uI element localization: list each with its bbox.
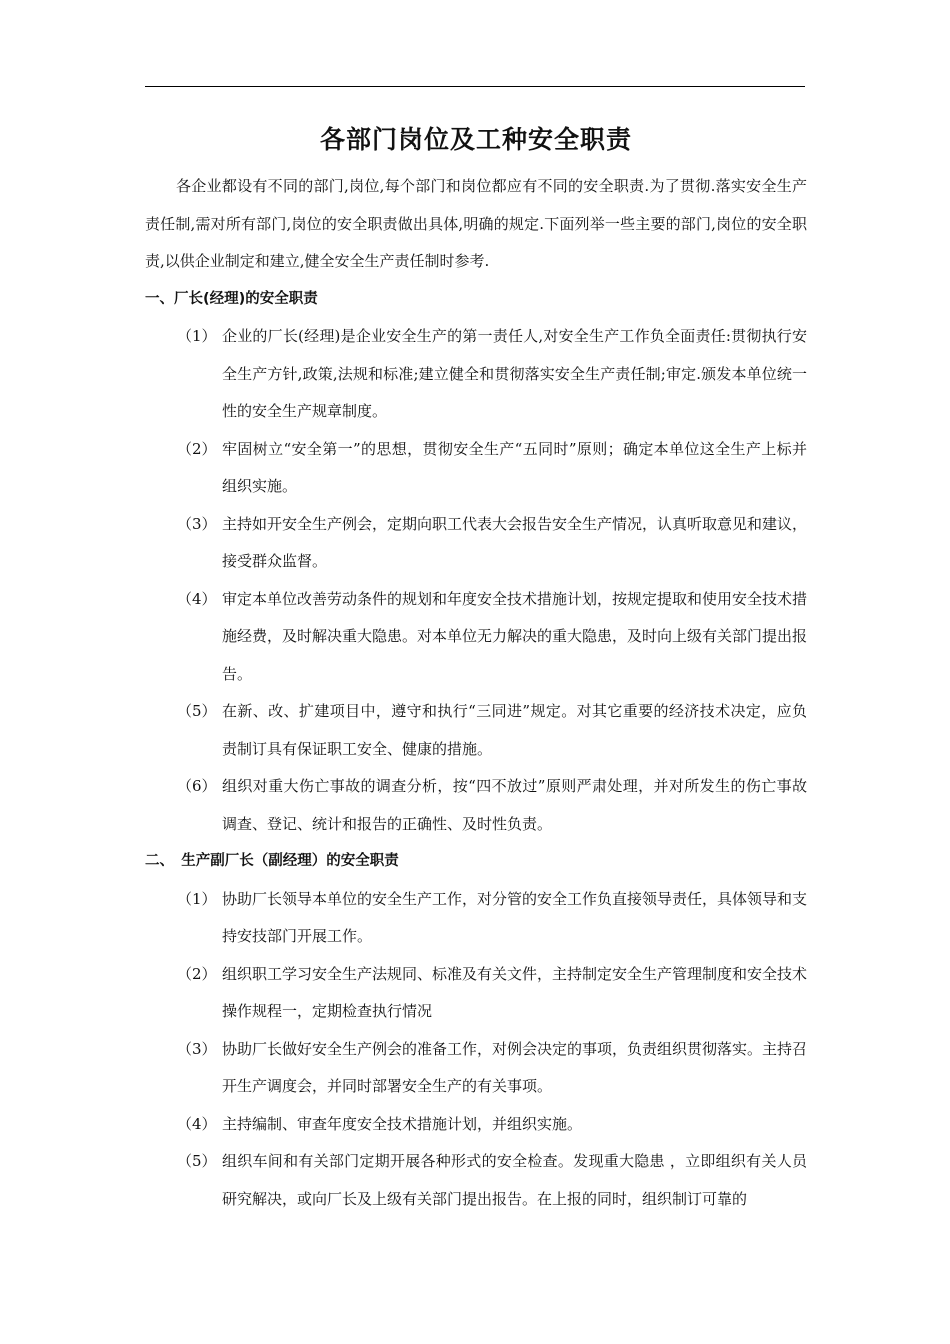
- item-number: （4）: [177, 589, 217, 608]
- item-number: （3）: [177, 514, 217, 533]
- list-item: [145, 956, 807, 1031]
- item-number: （4）: [177, 1114, 217, 1133]
- header-rule: [145, 86, 805, 87]
- list-item: [145, 1143, 807, 1218]
- item-number: （2）: [177, 964, 217, 983]
- list-item: [145, 506, 807, 581]
- intro-paragraph: 各企业都设有不同的部门,岗位,每个部门和岗位都应有不同的安全职责.为了贯彻.落实安全生产责任制,需对所有部门,岗位的安全职责做出具体,明确的规定.下面列举一些主要的部门,岗位的安全职责,以供企业制定和建立,健全安全生产责任制时参考.: [145, 177, 807, 270]
- item-text: 牢固树立“安全第一”的思想，贯彻安全生产“五同时”原则；确定本单位这全生产上标并组织实施。: [222, 439, 807, 495]
- list-item: [145, 318, 807, 431]
- item-text: 主持如开安全生产例会，定期向职工代表大会报告安全生产情况，认真听取意见和建议，接受群众监督。: [222, 514, 808, 570]
- page-title: 各部门岗位及工种安全职责: [319, 125, 632, 154]
- list-item: [145, 1106, 807, 1144]
- item-number: （5）: [177, 1152, 217, 1170]
- item-number: （2）: [177, 439, 217, 458]
- list-item: [145, 693, 807, 768]
- list-item: [145, 1031, 807, 1106]
- item-text: 组织职工学习安全生产法规同、标准及有关文件，主持制定安全生产管理制度和安全技术操作规程一，定期检查执行情况: [222, 964, 808, 1020]
- item-number: （1）: [177, 327, 217, 345]
- document-page: [145, 122, 807, 1218]
- item-text: 组织对重大伤亡事故的调查分析，按“四不放过”原则严肃处理，并对所发生的伤亡事故调查、登记、统计和报告的正确性、及时性负责。: [222, 777, 807, 833]
- section-2: [145, 843, 807, 1218]
- item-text: 组织车间和有关部门定期开展各种形式的安全检查。发现重大隐患 ，立即组织有关人员研究解决，或向厂长及上级有关部门提出报告。在上报的同时，组织制订可靠的: [222, 1152, 807, 1208]
- item-text: 主持编制、审查年度安全技术措施计划，并组织实施。: [222, 1114, 583, 1133]
- list-item: [145, 881, 807, 956]
- list-item: [145, 431, 807, 506]
- item-text: 协助厂长领导本单位的安全生产工作，对分管的安全工作负直接领导责任，具体领导和支持安技部门开展工作。: [222, 889, 808, 945]
- item-text: 协助厂长做好安全生产例会的准备工作，对例会决定的事项，负责组织贯彻落实。主持召开生产调度会，并同时部署安全生产的有关事项。: [222, 1039, 808, 1095]
- item-number: （1）: [177, 889, 217, 908]
- item-number: （5）: [177, 702, 217, 720]
- item-text: 审定本单位改善劳动条件的规划和年度安全技术措施计划，按规定提取和使用安全技术措施经费，及时解决重大隐患。对本单位无力解决的重大隐患，及时向上级有关部门提出报告。: [222, 589, 808, 683]
- section-1: [145, 281, 807, 844]
- item-number: （3）: [177, 1039, 217, 1058]
- item-number: （6）: [177, 777, 217, 795]
- list-item: [145, 768, 807, 843]
- section-heading: 二、 生产副厂长（副经理）的安全职责: [145, 853, 399, 869]
- item-text: 企业的厂长(经理)是企业安全生产的第一责任人,对安全生产工作负全面责任:贯彻执行安全生产方针,政策,法规和标准;建立健全和贯彻落实安全生产责任制;审定.颁发本单位统一性的安全生产规章制度。: [222, 327, 807, 420]
- section-heading: 一、厂长(经理)的安全职责: [145, 290, 318, 307]
- item-text: 在新、改、扩建项目中，遵守和执行“三同进”规定。对其它重要的经济技术决定，应负责制订具有保证职工安全、健康的措施。: [222, 702, 807, 758]
- list-item: [145, 581, 807, 694]
